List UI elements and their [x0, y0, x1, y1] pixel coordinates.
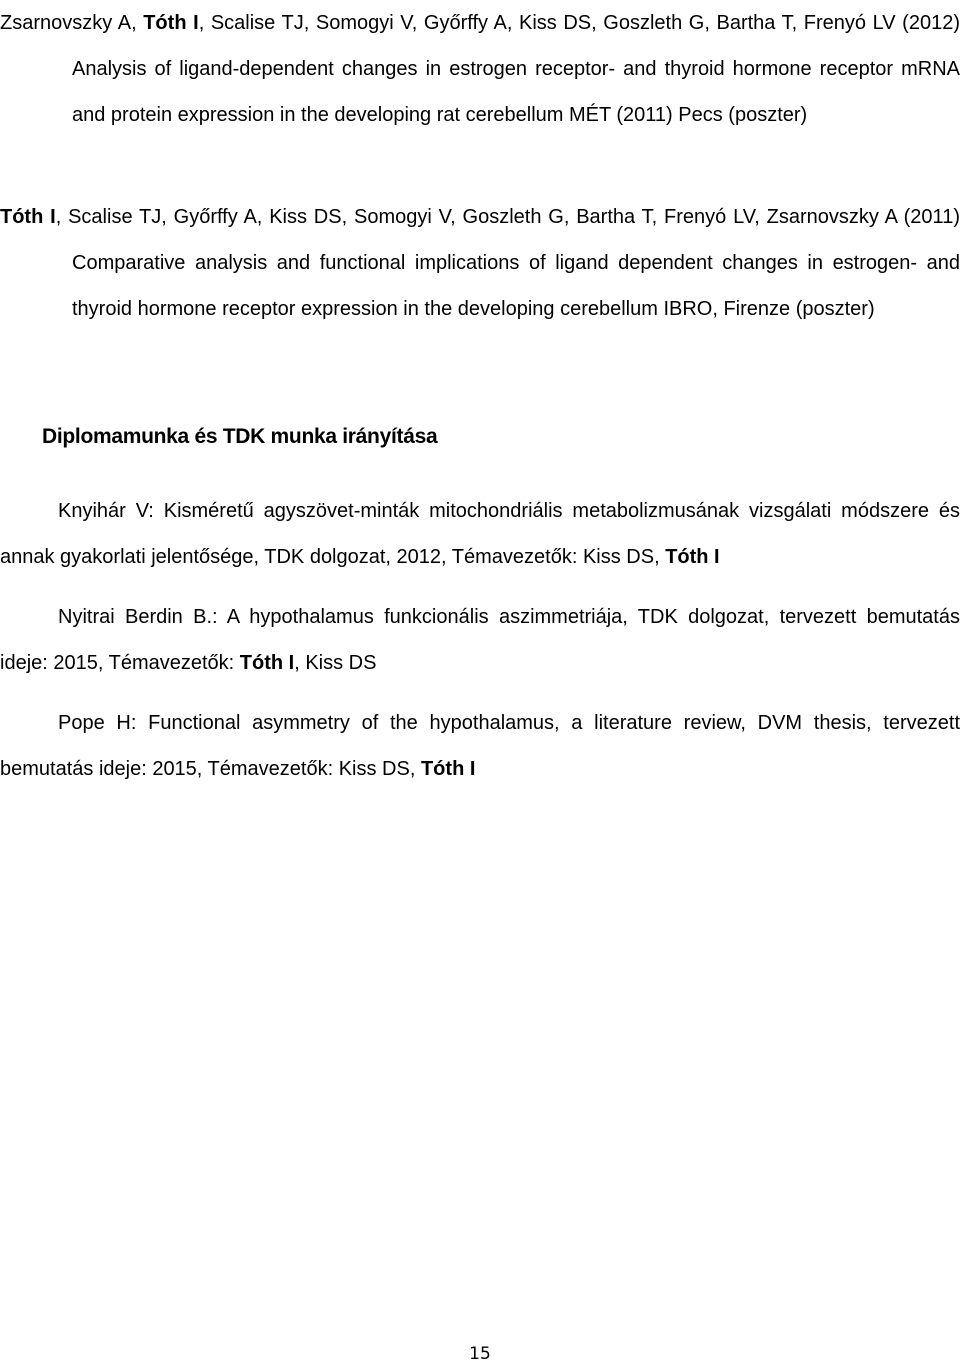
thesis-text-post: , Kiss DS	[294, 652, 377, 674]
reference-authors-pre: Zsarnovszky A,	[0, 12, 144, 34]
thesis-text: Pope H: Functional asymmetry of the hypothalamus, a literature review, DVM thesis, tervezett bemutatás ideje: 2015, Témavezetők: Kiss DS,	[0, 712, 960, 780]
reference-entry	[0, 0, 960, 138]
reference-text: , Scalise TJ, Győrffy A, Kiss DS, Somogyi V, Goszleth G, Bartha T, Frenyó LV, Zsarnovszky A (2011) Comparative analysis and functional implications of ligand dependent changes in estrogen- and thyroid hormone receptor expression in the developing cerebellum IBRO, Firenze (poszter)	[55, 206, 960, 320]
reference-entry	[0, 194, 960, 332]
reference-text: , Scalise TJ, Somogyi V, Győrffy A, Kiss DS, Goszleth G, Bartha T, Frenyó LV (2012) Analysis of ligand-dependent changes in estrogen receptor- and thyroid hormone receptor mRNA and protein expression in the developing rat cerebellum MÉT (2011) Pecs (poszter)	[72, 12, 960, 126]
thesis-bold-author: Tóth I	[239, 652, 295, 674]
thesis-bold-author: Tóth I	[420, 758, 476, 780]
page-number: 15	[469, 1344, 491, 1364]
thesis-entry	[0, 700, 960, 792]
thesis-bold-author: Tóth I	[665, 546, 720, 568]
thesis-entry	[0, 488, 960, 580]
thesis-text: Nyitrai Berdin B.: A hypothalamus funkcionális aszimmetriája, TDK dolgozat, tervezett bemutatás ideje: 2015, Témavezetők:	[0, 606, 960, 674]
reference-bold-author: Tóth I	[143, 12, 199, 34]
thesis-entry	[0, 594, 960, 686]
reference-bold-author: Tóth I	[0, 206, 56, 228]
thesis-text: Knyihár V: Kisméretű agyszövet-minták mitochondriális metabolizmusának vizsgálati módszere és annak gyakorlati jelentősége, TDK dolgozat, 2012, Témavezetők: Kiss DS,	[0, 500, 960, 568]
section-heading: Diplomamunka és TDK munka irányítása	[42, 425, 438, 448]
